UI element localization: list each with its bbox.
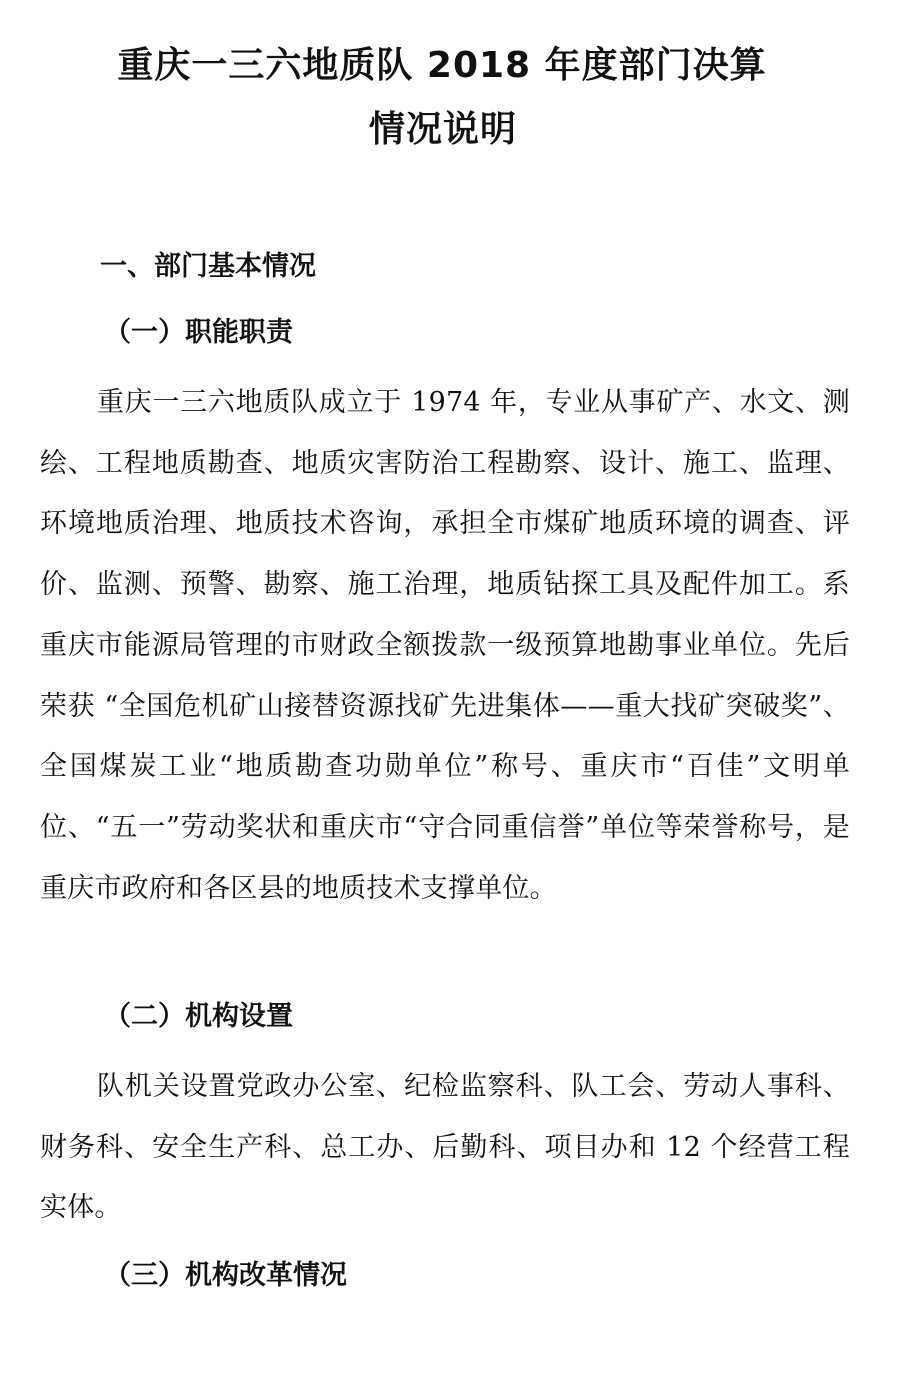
subsection-heading-organization: （二）机构设置: [104, 1001, 293, 1032]
paragraph-organization: 队机关设置党政办公室、纪检监察科、队工会、劳动人事科、财务科、安全生产科、总工办、后勤科、项目办和 12 个经营工程实体。: [40, 1071, 850, 1224]
paragraph-functions: 重庆一三六地质队成立于 1974 年，专业从事矿产、水文、测绘、工程地质勘查、地质灾害防治工程勘察、设计、施工、监理、环境地质治理、地质技术咨询，承担全市煤矿地质环境的调查、评价、监测、预警、勘察、施工治理，地质钻探工具及配件加工。系重庆市能源局管理的市财政全额拨款一级预算地勘事业单位。先后荣获 “全国危机矿山接替资源找矿先进集体——重大找矿突破奖”、全国煤炭工业“地质勘查功勋单位”称号、重庆市“百佳”文明单位、“五一”劳动奖状和重庆市“守合同重信誉”单位等荣誉称号，是重庆市政府和各区县的地质技术支撑单位。: [40, 387, 850, 904]
subsection-heading-reform: （三）机构改革情况: [104, 1260, 347, 1291]
subsection-heading-functions: （一）职能职责: [104, 317, 293, 348]
section-heading-basic-info: 一、部门基本情况: [100, 251, 316, 282]
document-title-line2: 情况说明: [368, 109, 517, 150]
document-title-line1: 重庆一三六地质队 2018 年度部门决算: [117, 45, 767, 86]
